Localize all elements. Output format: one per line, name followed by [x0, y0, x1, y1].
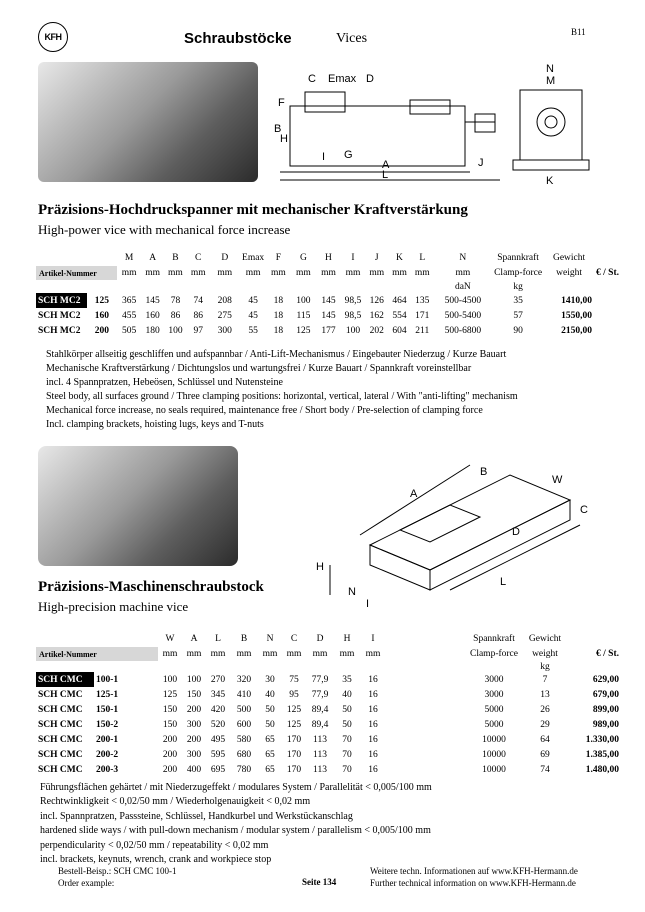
table-row: [36, 672, 621, 687]
cell-h: 125: [296, 325, 311, 336]
section2-table: [36, 631, 621, 777]
section2-subtitle: High-precision machine vice: [38, 599, 189, 614]
cell-n: 50: [265, 704, 275, 715]
col-header: Emax: [242, 253, 265, 263]
cell-l: 464: [392, 295, 407, 306]
article-code: SCH CMC: [38, 734, 83, 745]
cell-a: 200: [186, 704, 202, 715]
desc-line: hardened slide ways / with pull-down mechanism / modular system / parallelism < 0,005/100 mm: [40, 825, 431, 837]
unit: mm: [365, 649, 381, 659]
cell-price: 989,00: [592, 719, 619, 730]
page-title-de: Schraubstöcke: [184, 30, 292, 47]
cell-c: 170: [286, 764, 302, 775]
cell-n: 65: [265, 734, 275, 745]
cell-h: 70: [342, 764, 352, 775]
col-header: B: [240, 634, 248, 644]
cell-g: 18: [273, 325, 284, 336]
price-header: € / St.: [596, 268, 619, 278]
cell-i: 16: [368, 719, 378, 730]
section2-description: [40, 781, 432, 867]
label-n: N: [546, 63, 554, 75]
cell-weight: 26: [540, 704, 550, 715]
weight-header-en: weight: [532, 649, 558, 659]
col-header: I: [371, 634, 375, 644]
cell-b: 600: [236, 719, 252, 730]
cell-force: 3000: [484, 674, 504, 685]
table-row: [36, 687, 621, 702]
cell-weight: 74: [540, 764, 550, 775]
cell-i: 16: [368, 689, 378, 700]
cell-l: 695: [210, 764, 226, 775]
article-code: SCH CMC: [38, 689, 83, 700]
cell-weight: 57: [513, 310, 523, 321]
cell-d: 113: [313, 749, 327, 760]
force-header: Spannkraft: [473, 634, 515, 644]
cell-g: 18: [273, 295, 284, 306]
col-header: B: [172, 253, 179, 263]
cell-h: 40: [342, 689, 352, 700]
article-code: SCH CMC: [36, 672, 94, 687]
cell-m: 160: [94, 310, 109, 321]
article-code: SCH CMC: [38, 719, 83, 730]
cell-weight: 69: [540, 749, 550, 760]
cell-h: 70: [342, 734, 352, 745]
cell-c: 95: [289, 689, 299, 700]
col-header: I: [351, 253, 355, 263]
col-header: J: [374, 253, 379, 263]
desc-line: Steel body, all surfaces ground / Three clamping positions: horizontal, vertical, lateral / With "anti-lifting" mechanism: [46, 391, 518, 403]
cell-force: 500-6800: [444, 325, 482, 336]
article-code: SCH MC2: [36, 293, 87, 308]
cell-c: 100: [168, 325, 183, 336]
cell-a: 150: [186, 689, 202, 700]
cell-i: 145: [321, 310, 336, 321]
label-m: M: [546, 75, 556, 87]
cell-n: 65: [265, 764, 275, 775]
cell-emax: 275: [217, 310, 232, 321]
section1-table: [36, 250, 621, 338]
unit: mm: [236, 649, 252, 659]
cell-price: 1.385,00: [585, 749, 619, 760]
cell-d: 89,4: [311, 704, 329, 715]
cell-weight: 64: [540, 734, 550, 745]
spacer: [386, 672, 466, 687]
cell-emax: 208: [217, 295, 232, 306]
unit: mm: [345, 268, 361, 278]
cell-weight: 90: [513, 325, 523, 336]
vice-photo-1: [38, 62, 258, 182]
weight-header: Gewicht: [528, 634, 562, 644]
desc-line: Rechtwinkligkeit < 0,02/50 mm / Wiederholgenauigkeit < 0,02 mm: [40, 796, 311, 808]
weight-unit: kg: [513, 281, 523, 292]
col-header: N: [266, 634, 274, 644]
unit: mm: [210, 649, 226, 659]
order-example-en: Order example:: [58, 878, 115, 888]
unit: mm: [312, 649, 328, 659]
cell-n: 40: [265, 689, 275, 700]
weight-header-en: weight: [556, 268, 582, 278]
spacer: [386, 702, 466, 717]
article-number-header: Artikel-Nummer: [36, 266, 117, 280]
label-f: F: [278, 97, 285, 109]
cell-f: 55: [248, 325, 258, 336]
cell-w: 200: [162, 764, 178, 775]
section1-description: [46, 348, 518, 433]
unit: mm: [245, 268, 261, 278]
cell-price: 2150,00: [561, 325, 593, 336]
col-header: L: [215, 634, 221, 644]
cell-b: 410: [236, 689, 252, 700]
cell-weight: 29: [540, 719, 550, 730]
cell-b: 160: [145, 310, 160, 321]
label-h: H: [280, 133, 288, 145]
cell-a: 505: [122, 325, 137, 336]
col-header: C: [195, 253, 202, 263]
cell-c: 78: [170, 295, 181, 306]
cell-c: 86: [170, 310, 181, 321]
label-i: I: [322, 151, 326, 163]
cell-l: 604: [392, 325, 407, 336]
spacer: [386, 717, 466, 732]
desc-line: Stahlkörper allseitig geschliffen und aufspannbar / Anti-Lift-Mechanismus / Eingebauter Niederzug / Kurze Bauart: [46, 349, 507, 360]
cell-l: 595: [210, 749, 226, 760]
cell-emax: 300: [217, 325, 232, 336]
unit: mm: [455, 268, 471, 278]
article-code: SCH CMC: [38, 749, 83, 760]
section1-subtitle: High-power vice with mechanical force increase: [38, 222, 291, 237]
table-row: [36, 702, 621, 717]
weight-header: Gewicht: [552, 253, 586, 263]
cell-force: 5000: [484, 704, 504, 715]
article-size: 200-2: [96, 749, 119, 760]
cell-w: 200: [162, 749, 178, 760]
desc-line: Mechanische Kraftverstärkung / Dichtungslos und wartungsfrei / Kurze Bauart / Spannkraft voreinstellbar: [46, 363, 472, 375]
unit: mm: [321, 268, 336, 278]
spacer: [386, 747, 466, 762]
label-w2: W: [552, 474, 563, 486]
cell-h: 35: [342, 674, 352, 685]
cell-i: 177: [321, 325, 336, 336]
cell-c: 170: [286, 734, 302, 745]
cell-weight: 13: [540, 689, 550, 700]
cell-k: 162: [369, 310, 384, 321]
cell-k: 126: [369, 295, 384, 306]
desc-line: Führungsflächen gehärtet / mit Niederzugeffekt / modulares System / Parallelität < 0,005/100 mm: [40, 782, 432, 793]
label-k: K: [546, 175, 554, 186]
spacer: [386, 762, 466, 777]
article-number-header: Artikel-Nummer: [36, 647, 158, 661]
cell-d: 74: [193, 295, 203, 306]
article-size: 100-1: [96, 674, 119, 685]
section1-title: Präzisions-Hochdruckspanner mit mechanischer Kraftverstärkung: [38, 202, 468, 218]
label-a: A: [382, 159, 390, 171]
unit: mm: [392, 268, 407, 278]
table-row: [36, 308, 621, 323]
cell-force: 500-4500: [444, 295, 482, 306]
unit: mm: [190, 268, 206, 278]
desc-line: incl. Spannpratzen, Passsteine, Schlüssel, Handkurbel und Werkstückanschlag: [40, 810, 353, 822]
cell-n: 135: [415, 295, 430, 306]
unit: mm: [162, 649, 178, 659]
col-header: A: [149, 253, 157, 263]
cell-m: 200: [94, 325, 109, 336]
table-row: [36, 732, 621, 747]
cell-d: 97: [193, 325, 203, 336]
cell-price: 1410,00: [561, 295, 593, 306]
cell-force: 10000: [482, 764, 506, 775]
cell-j: 98,5: [344, 295, 362, 306]
cell-l: 345: [210, 689, 226, 700]
article-code: SCH MC2: [38, 310, 81, 321]
cell-a: 455: [122, 310, 137, 321]
cell-b: 780: [236, 764, 252, 775]
cell-force: 500-5400: [444, 310, 482, 321]
unit: mm: [186, 649, 202, 659]
cell-b: 320: [236, 674, 252, 685]
col-header: A: [190, 634, 198, 644]
cell-l: 420: [210, 704, 226, 715]
cell-g: 18: [273, 310, 284, 321]
unit: mm: [286, 649, 302, 659]
label-j: J: [478, 157, 484, 169]
cell-i: 16: [368, 749, 378, 760]
label-h2: H: [316, 561, 324, 573]
cell-price: 1550,00: [561, 310, 593, 321]
label-g: G: [344, 149, 353, 161]
order-example-de: Bestell-Beisp.: SCH CMC 100-1: [58, 866, 177, 876]
force-header: Spannkraft: [497, 253, 539, 263]
desc-line: incl. 4 Spannpratzen, Hebeösen, Schlüssel und Nutensteine: [46, 377, 283, 389]
article-code: SCH CMC: [38, 764, 83, 775]
cell-n: 50: [265, 719, 275, 730]
label-d: D: [366, 73, 374, 85]
col-header: F: [275, 253, 281, 263]
label-c2: C: [580, 504, 588, 516]
cell-b: 500: [236, 704, 252, 715]
unit: mm: [270, 268, 286, 278]
label-i2: I: [366, 598, 370, 610]
label-b2: B: [480, 466, 488, 478]
cell-k: 202: [369, 325, 384, 336]
vice-drawing-front: [508, 62, 598, 186]
cell-price: 899,00: [592, 704, 619, 715]
cell-force: 10000: [482, 749, 506, 760]
col-header: C: [290, 634, 298, 644]
cell-h: 50: [342, 704, 352, 715]
cell-c: 170: [286, 749, 302, 760]
cell-force: 10000: [482, 734, 506, 745]
cell-a: 200: [186, 734, 202, 745]
label-l: L: [382, 169, 389, 181]
table-row: [36, 323, 621, 338]
cell-force: 3000: [484, 689, 504, 700]
cell-b: 680: [236, 749, 252, 760]
cell-n: 171: [415, 310, 430, 321]
cell-n: 211: [415, 325, 430, 336]
desc-line: Incl. clamping brackets, hoisting lugs, keys and T-nuts: [46, 419, 264, 431]
col-header: H: [325, 253, 332, 263]
label-c: C: [308, 73, 316, 85]
cell-h: 70: [342, 749, 352, 760]
unit: mm: [414, 268, 430, 278]
cell-c: 125: [286, 719, 302, 730]
cell-l: 554: [392, 310, 407, 321]
desc-line: perpendicularity < 0,02/50 mm / repeatability < 0,02 mm: [40, 839, 269, 851]
col-header: L: [419, 253, 426, 263]
article-size: 150-1: [96, 704, 119, 715]
cell-h: 50: [342, 719, 352, 730]
article-code: SCH MC2: [38, 325, 81, 336]
cell-price: 1.480,00: [585, 764, 619, 775]
vice-drawing-iso: [300, 445, 600, 615]
cell-w: 150: [162, 704, 178, 715]
cell-c: 125: [286, 704, 302, 715]
cell-i: 16: [368, 764, 378, 775]
cell-a: 300: [186, 749, 202, 760]
cell-m: 125: [94, 295, 109, 306]
cell-price: 1.330,00: [585, 734, 619, 745]
col-header: D: [316, 634, 324, 644]
cell-d: 89,4: [311, 719, 329, 730]
cell-a: 365: [122, 295, 137, 306]
cell-n: 30: [265, 674, 275, 685]
cell-j: 98,5: [344, 310, 362, 321]
unit: mm: [339, 649, 355, 659]
cell-j: 100: [345, 325, 361, 336]
article-size: 150-2: [96, 719, 119, 730]
page-code: B11: [571, 27, 586, 37]
cell-force: 5000: [484, 719, 504, 730]
col-header: D: [221, 253, 229, 263]
label-n2: N: [348, 586, 356, 598]
info-en: Further technical information on www.KFH-Hermann.de: [370, 878, 576, 888]
cell-d: 86: [193, 310, 203, 321]
cell-l: 495: [210, 734, 226, 745]
kfh-logo: KFH: [38, 22, 68, 52]
table-row: [36, 717, 621, 732]
cell-d: 113: [313, 734, 327, 745]
col-header: H: [343, 634, 351, 644]
label-a2: A: [410, 488, 418, 500]
col-header: N: [459, 253, 467, 263]
spacer: [386, 687, 466, 702]
cell-b: 580: [236, 734, 252, 745]
cell-weight: 7: [542, 674, 548, 685]
unit: mm: [296, 268, 311, 278]
cell-w: 150: [162, 719, 178, 730]
cell-l: 270: [210, 674, 226, 685]
cell-w: 100: [162, 674, 178, 685]
vice-drawing-side: [270, 62, 510, 186]
unit: mm: [121, 268, 137, 278]
cell-f: 45: [248, 310, 258, 321]
table-row: [36, 747, 621, 762]
article-size: 200-3: [96, 764, 119, 775]
force-header-en: Clamp-force: [469, 649, 518, 659]
col-header: M: [124, 253, 134, 263]
desc-line: Mechanical force increase, no seals required, maintenance free / Short body / Pre-selection of clamping force: [46, 405, 483, 417]
page-title-en: Vices: [336, 31, 368, 46]
cell-a: 100: [186, 674, 202, 685]
cell-a: 400: [186, 764, 202, 775]
article-code: SCH CMC: [38, 704, 83, 715]
page-number: Seite 134: [302, 877, 337, 887]
cell-price: 629,00: [592, 674, 619, 685]
cell-w: 200: [162, 734, 178, 745]
info-de: Weitere techn. Informationen auf www.KFH-Hermann.de: [370, 866, 578, 876]
cell-l: 520: [210, 719, 226, 730]
cell-i: 16: [368, 674, 378, 685]
unit: mm: [145, 268, 161, 278]
label-l2: L: [500, 576, 507, 588]
cell-c: 75: [289, 674, 299, 685]
cell-d: 113: [313, 764, 327, 775]
unit: mm: [217, 268, 233, 278]
col-header: G: [299, 253, 307, 263]
col-header: K: [396, 253, 403, 263]
cell-i: 145: [321, 295, 336, 306]
label-b: B: [274, 123, 282, 135]
cell-i: 16: [368, 704, 378, 715]
cell-b: 180: [145, 325, 160, 336]
cell-w: 125: [162, 689, 178, 700]
cell-d: 77,9: [311, 689, 329, 700]
force-unit: daN: [454, 281, 471, 292]
price-header: € / St.: [596, 649, 619, 659]
col-header: W: [165, 634, 175, 644]
cell-weight: 35: [513, 295, 523, 306]
weight-unit: kg: [540, 661, 550, 672]
table-row: [36, 293, 621, 308]
vice-photo-2: [38, 446, 238, 566]
cell-a: 300: [186, 719, 202, 730]
desc-line: incl. brackets, keynuts, wrench, crank and workpiece stop: [40, 854, 272, 866]
cell-n: 65: [265, 749, 275, 760]
section2-title: Präzisions-Maschinenschraubstock: [38, 579, 264, 595]
cell-b: 145: [145, 295, 160, 306]
cell-price: 679,00: [592, 689, 619, 700]
cell-h: 100: [296, 295, 311, 306]
unit: mm: [168, 268, 183, 278]
cell-f: 45: [248, 295, 258, 306]
spacer: [386, 732, 466, 747]
table-row: [36, 762, 621, 777]
cell-h: 115: [296, 310, 311, 321]
label-d2: D: [512, 526, 520, 538]
article-size: 200-1: [96, 734, 119, 745]
label-emax: Emax: [328, 73, 357, 85]
unit: mm: [262, 649, 278, 659]
force-header-en: Clamp-force: [494, 268, 543, 278]
article-size: 125-1: [96, 689, 119, 700]
cell-d: 77,9: [311, 674, 329, 685]
cell-i: 16: [368, 734, 378, 745]
unit: mm: [369, 268, 385, 278]
